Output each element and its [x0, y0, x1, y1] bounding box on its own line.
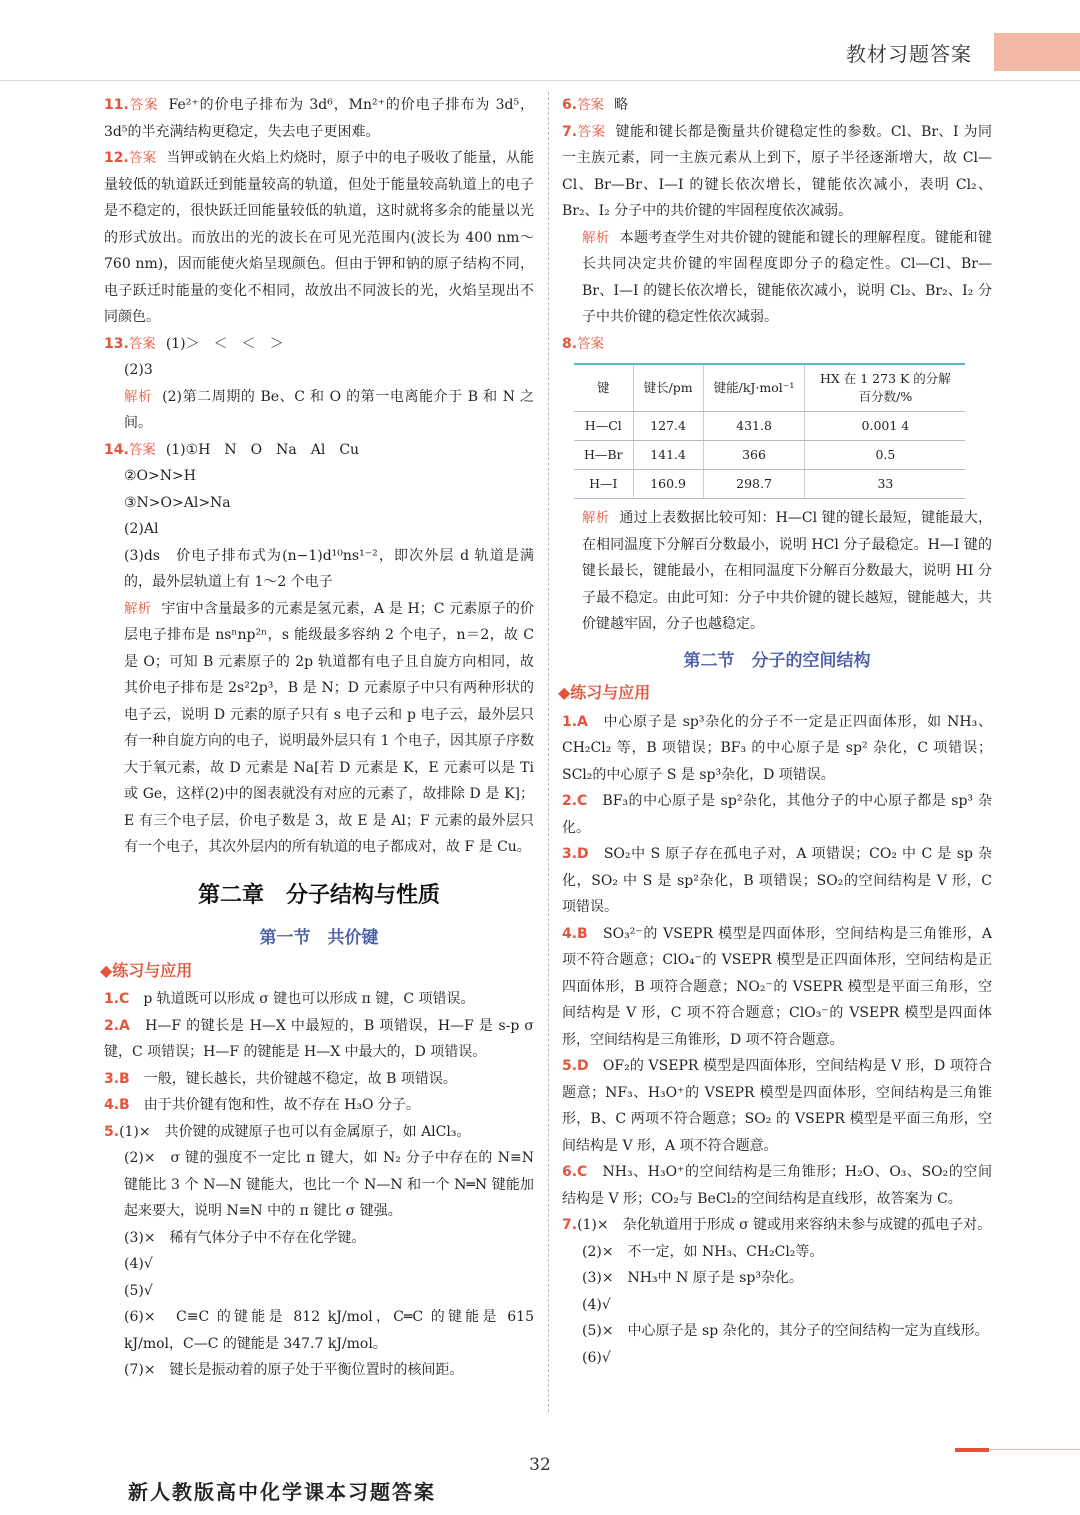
space-judge-7-6: (6)√ [582, 1349, 611, 1366]
answer-11: 11.答案 Fe²⁺的价电子排布为 3d⁶，Mn²⁺的价电子排布为 3d⁵，3d⁵的半充满结构更稳定，失去电子更困难。 [104, 97, 534, 140]
table-header: 键 [574, 364, 633, 412]
answer-8: 8.答案 [562, 335, 605, 352]
table-cell: 298.7 [703, 470, 805, 499]
section-title-2: 第二节 分子的空间结构 [683, 650, 871, 671]
answer-7: 7.答案 键能和键长都是衡量共价键稳定性的参数。Cl、Br、I 为同一主族元素，同一主族元素从上到下，原子半径逐渐增大，故 Cl—Cl、Br—Br、I—I 的键长依次增长，键能依次减小，表明 Cl₂、Br₂、I₂ 分子中的共价键的牢固程度依次减弱。 [562, 123, 993, 219]
book-title: 新人教版高中化学课本习题答案 [128, 1480, 436, 1504]
page-number: 32 [529, 1455, 551, 1475]
space-choice-1: 1.A 中心原子是 sp³杂化的分子不一定是正四面体形，如 NH₃、CH₂Cl₂ 等，B 项错误；BF₃ 的中心原子是 sp² 杂化，C 项错误；SCl₂的中心原子 S 是 sp³杂化，D 项错误。 [562, 713, 993, 783]
table-cell: 33 [805, 470, 966, 499]
analysis-8: 解析 通过上表数据比较可知：H—Cl 键的键长最短，键能最大，在相同温度下分解百分数最小，说明 HCl 分子最稳定。H—I 键的键长最长，键能最小，在相同温度下分解百分数最大，说明 HI 分子最不稳定。由此可知：分子中共价键的键长越短，键能越大，共价键越牢固，分子也越稳定。 [582, 510, 992, 632]
header-accent-bar [994, 33, 1080, 71]
judge-5-5: (5)√ [124, 1282, 153, 1299]
table-row [574, 470, 965, 499]
answer-6: 6.答案 略 [562, 97, 629, 113]
answer-14: 14.答案 (1)①H N O Na Al Cu [104, 441, 360, 458]
space-judge-7-4: (4)√ [582, 1296, 611, 1313]
choice-1: 1.C p 轨道既可以形成 σ 键也可以形成 π 键，C 项错误。 [104, 991, 475, 1007]
judge-5-7: (7)× 键长是振动着的原子处于平衡位置时的核间距。 [124, 1362, 464, 1378]
header-divider [0, 80, 1080, 81]
table-cell: 431.8 [703, 412, 805, 441]
space-choice-6: 6.C NH₃、H₃O⁺的空间结构是三角锥形；H₂O、O₃、SO₂的空间结构是 V 形；CO₂与 BeCl₂的空间结构是直线形，故答案为 C。 [562, 1164, 993, 1207]
answer-12: 12.答案 当钾或钠在火焰上灼烧时，原子中的电子吸收了能量，从能量较低的轨道跃迁到能量较高的轨道，但处于能量较高轨道上的电子是不稳定的，很快跃迁回能量较低的轨道，这时就将多余的能量以光的形式放出。而放出的光的波长在可见光范围内(波长为 400 nm～760 nm)，因而能使火焰呈现颜色。但由于钾和钠的原子结构不同，电子跃迁时能量的变化不相同，故放出不同波长的光，火焰呈现出不同颜色。 [104, 150, 535, 325]
practice-heading-2: ◆练习与应用 [558, 683, 651, 702]
space-choice-5: 5.D OF₂的 VSEPR 模型是四面体形，空间结构是 V 形，D 项符合题意；NF₃、H₃O⁺的 VSEPR 模型是四面体形，空间结构是三角锥形，B、C 两项不符合题意；SO₂ 的 VSEPR 模型是平面三角形，空间结构是 V 形，A 项不符合题意。 [562, 1058, 992, 1154]
table-header-row [574, 364, 965, 412]
table-cell: 141.4 [633, 441, 703, 470]
answer-14-line5: (3)ds 价电子排布式为(n−1)d¹⁰ns¹⁻²，即次外层 d 轨道是满的，最外层轨道上有 1～2 个电子 [124, 547, 534, 590]
space-judge-7-5: (5)× 中心原子是 sp 杂化的，其分子的空间结构一定为直线形。 [582, 1323, 989, 1339]
footer-accent-line [955, 1448, 1080, 1452]
space-choice-4: 4.B SO₃²⁻的 VSEPR 模型是四面体形，空间结构是三角锥形，A 项不符合题意；ClO₄⁻的 VSEPR 模型是正四面体形，空间结构是正四面体形，B 项符合题意；NO₂⁻的 VSEPR 模型是平面三角形，空间结构是 V 形，C 项不符合题意；ClO₃⁻的 VSEPR 模型是四面体形，空间结构是三角锥形，D 项不符合题意。 [562, 925, 993, 1048]
right-column [558, 92, 993, 1371]
choice-2: 2.A H—F 的键长是 H—X 中最短的，B 项错误，H—F 是 s-p σ 键，C 项错误；H—F 的键能是 H—X 中最大的，D 项错误。 [104, 1017, 534, 1060]
answer-14-line2: ②O>N>H [124, 468, 196, 484]
chapter-title: 第二章 分子结构与性质 [197, 882, 440, 908]
header-title: 教材习题答案 [846, 42, 972, 66]
table-cell: 0.5 [805, 441, 966, 470]
table-cell: 160.9 [633, 470, 703, 499]
answer-13: 13.答案 (1)＞ ＜ ＜ ＞ [104, 335, 284, 352]
space-choice-3: 3.D SO₂中 S 原子存在孤电子对，A 项错误；CO₂ 中 C 是 sp 杂化，SO₂ 中 S 是 sp²杂化，B 项错误；SO₂的空间结构是 V 形，C 项错误。 [562, 846, 992, 915]
answer-14-line4: (2)Al [124, 521, 159, 537]
table-cell: H—Cl [574, 412, 633, 441]
space-judge-7: 7.(1)× 杂化轨道用于形成 σ 键或用来容纳未参与成键的孤电子对。 [562, 1217, 992, 1233]
table-cell: 0.001 4 [805, 412, 966, 441]
answer-14-line3: ③N>O>Al>Na [124, 494, 231, 511]
analysis-13: 解析 (2)第二周期的 Be、C 和 O 的第一电离能介于 B 和 N 之间。 [124, 388, 535, 431]
judge-5-4: (4)√ [124, 1256, 153, 1272]
section-title-1: 第一节 共价键 [259, 928, 379, 948]
space-choice-2: 2.C BF₃的中心原子是 sp²杂化，其他分子的中心原子都是 sp³ 杂化。 [562, 793, 993, 836]
judge-5-6: (6)× C≡C 的键能是 812 kJ/mol，C═C 的键能是 615 kJ/mol，C—C 的键能是 347.7 kJ/mol。 [124, 1309, 534, 1352]
choice-3: 3.B 一般，键长越长，共价键越不稳定，故 B 项错误。 [104, 1070, 457, 1087]
bond-data-table [574, 363, 965, 499]
table-cell: H—I [574, 470, 633, 499]
left-column [100, 92, 535, 1384]
table-cell: H—Br [574, 441, 633, 470]
analysis-14: 解析 宇宙中含量最多的元素是氢元素，A 是 H；C 元素原子的价层电子排布是 nsⁿnp²ⁿ，s 能级最多容纳 2 个电子，n＝2，故 C 是 O；可知 B 元素原子的 2p 轨道都有电子且自旋方向相同，故其价电子排布是 2s²2p³，B 是 N；D 元素原子中只有两种形状的电子云，说明 D 元素的原子只有 s 电子云和 p 电子云，最外层只有一种自旋方向的电子，说明最外层只有 1 个电子，因其原子序数大于氧元素，故 D 元素是 Na[若 D 元素是 K，E 元素可以是 Ti 或 Ge，这样(2)中的图表就没有对应的元素了，故排除 D 是 K]；E 有三个电子层，价电子数是 3，故 E 是 Al；F 元素的最外层只有一个电子，其次外层内的所有轨道的电子都成对，故 F 是 Cu。 [124, 600, 534, 855]
table-header: 键能/kJ·mol⁻¹ [703, 364, 805, 412]
space-judge-7-2: (2)× 不一定，如 NH₃、CH₂Cl₂等。 [582, 1243, 824, 1260]
analysis-7: 解析 本题考查学生对共价键的键能和键长的理解程度。键能和键长共同决定共价键的牢固程度即分子的稳定性。Cl—Cl、Br—Br、I—I 的键长依次增长，键能依次减小，说明 Cl₂、Br₂、I₂ 分子中共价键的稳定性依次减弱。 [582, 229, 993, 325]
table-row [574, 441, 965, 470]
column-divider [548, 92, 549, 1412]
space-judge-7-3: (3)× NH₃中 N 原子是 sp³杂化。 [582, 1270, 803, 1286]
table-header: 键长/pm [633, 364, 703, 412]
answer-13-line2: (2)3 [124, 362, 153, 378]
practice-heading-1: ◆练习与应用 [100, 960, 193, 980]
choice-4: 4.B 由于共价键有饱和性，故不存在 H₃O 分子。 [104, 1097, 420, 1113]
table-row [574, 412, 965, 441]
judge-5: 5.(1)× 共价键的成键原子也可以有金属原子，如 AlCl₃。 [104, 1123, 471, 1140]
table-cell: 366 [703, 441, 805, 470]
table-header: HX 在 1 273 K 的分解百分数/% [805, 364, 966, 412]
judge-5-3: (3)× 稀有气体分子中不存在化学键。 [124, 1229, 366, 1246]
judge-5-2: (2)× σ 键的强度不一定比 π 键大，如 N₂ 分子中存在的 N≡N 键能比 3 个 N—N 键能大，也比一个 N—N 和一个 N═N 键能加起来要大，说明 N≡N 中的 π 键比 σ 键强。 [124, 1150, 534, 1219]
table-cell: 127.4 [633, 412, 703, 441]
